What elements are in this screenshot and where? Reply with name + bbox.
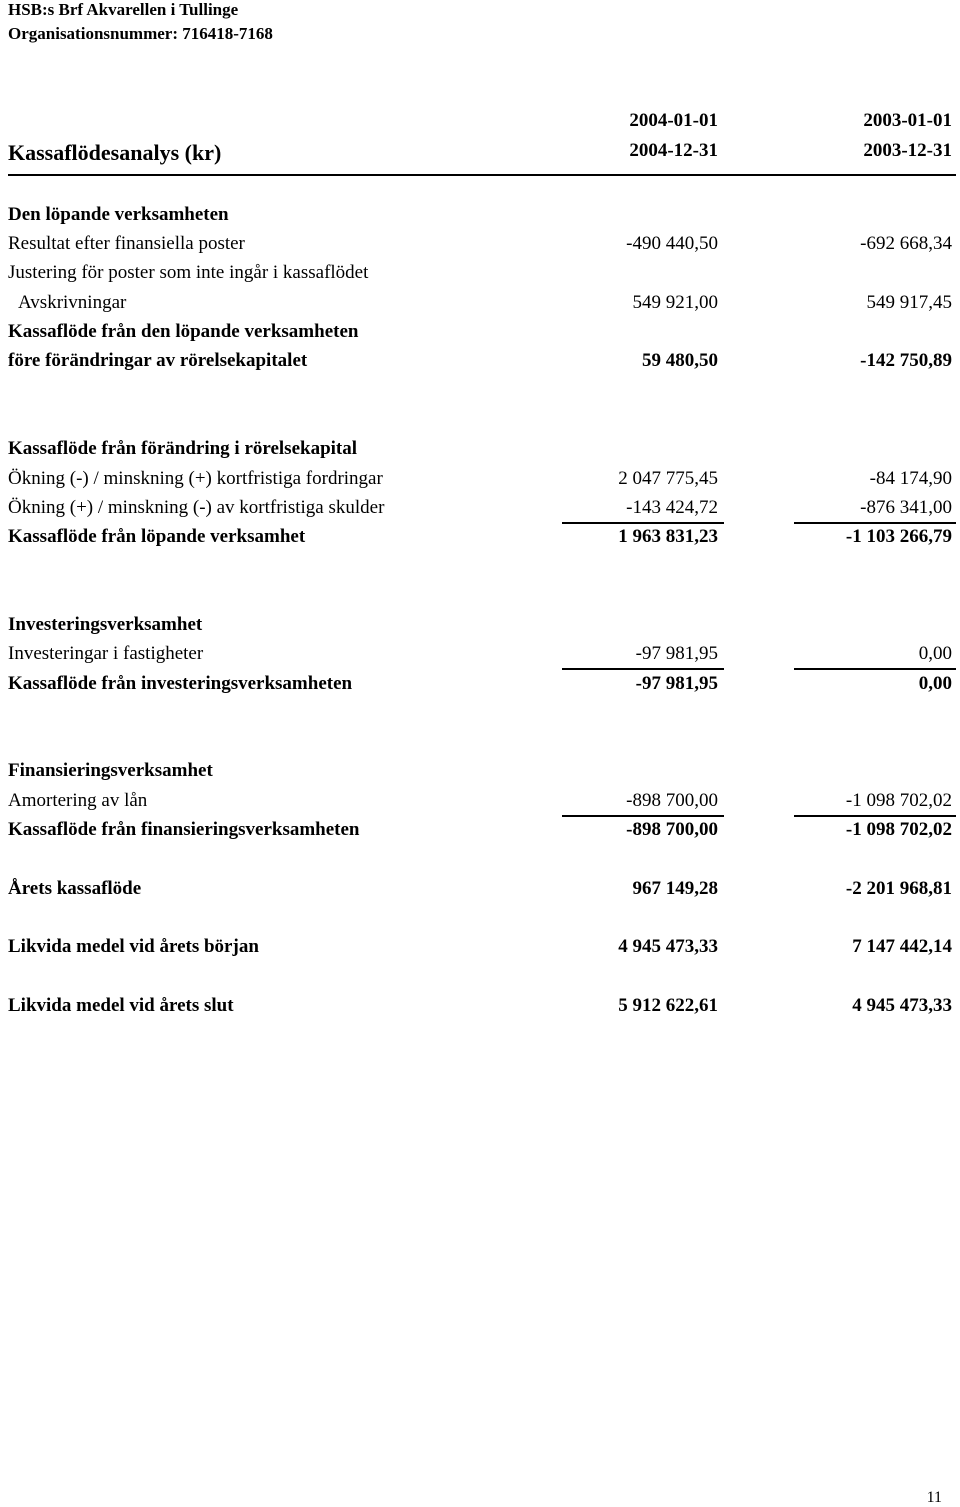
underline-2004 (562, 815, 724, 817)
row-value-2003: -84 174,90 (869, 468, 952, 489)
row-value-2003: -1 098 702,02 (845, 819, 952, 840)
subtotal-row (0, 673, 960, 703)
row-value-2004: -97 981,95 (635, 673, 718, 694)
table-row (0, 468, 960, 498)
underline-2004 (562, 668, 724, 670)
row-label: Likvida medel vid årets början (8, 936, 259, 957)
row-label: före förändringar av rörelsekapitalet (8, 350, 308, 371)
period-start-row (0, 110, 960, 140)
row-value-2003: -1 098 702,02 (845, 790, 952, 811)
underline-2004 (562, 522, 724, 524)
row-value-2003: 0,00 (918, 643, 952, 664)
row-value-2004: 549 921,00 (632, 292, 718, 313)
row-value-2003: 0,00 (918, 673, 952, 694)
table-row (0, 321, 960, 351)
page-number: 11 (926, 1489, 942, 1506)
row-label: Årets kassaflöde (8, 878, 142, 899)
row-value-2004: 1 963 831,23 (618, 526, 718, 547)
row-value-2004: 2 047 775,45 (618, 468, 718, 489)
row-label: Likvida medel vid årets slut (8, 995, 234, 1016)
row-label: Kassaflöde från finansieringsverksamheten (8, 819, 360, 840)
row-value-2004: -97 981,95 (635, 643, 718, 664)
row-label: Amortering av lån (8, 790, 148, 811)
row-value-2004: 59 480,50 (642, 350, 718, 371)
underline-2003 (794, 668, 956, 670)
row-value-2003: -142 750,89 (860, 350, 952, 371)
header-rule (8, 174, 956, 176)
row-label: Avskrivningar (18, 292, 127, 313)
row-value-2004: 5 912 622,61 (618, 995, 718, 1016)
row-value-2003: 4 945 473,33 (852, 995, 952, 1016)
row-value-2003: 7 147 442,14 (852, 936, 952, 957)
row-label: Den löpande verksamheten (8, 204, 229, 225)
row-label: Investeringsverksamhet (8, 614, 203, 635)
row-value-2003: 549 917,45 (866, 292, 952, 313)
row-label: Kassaflöde från investeringsverksamheten (8, 673, 353, 694)
row-value-2003: -1 103 266,79 (845, 526, 952, 547)
row-label: Ökning (-) / minskning (+) kortfristiga fordringar (8, 468, 383, 489)
section-heading-financing (0, 760, 960, 790)
row-label: Kassaflöde från den löpande verksamheten (8, 321, 359, 342)
table-row (0, 233, 960, 263)
row-value-2004: 967 149,28 (632, 878, 718, 899)
underline-2003 (794, 522, 956, 524)
title-row (0, 140, 960, 170)
table-row (0, 262, 960, 292)
row-label: Kassaflöde från förändring i rörelsekapital (8, 438, 358, 459)
row-value-2003: -692 668,34 (860, 233, 952, 254)
row-value-2004: -898 700,00 (626, 790, 718, 811)
total-row (0, 995, 960, 1025)
organisation-number: Organisationsnummer: 716418-7168 (8, 24, 273, 43)
row-value-2004: -143 424,72 (626, 497, 718, 518)
subtotal-row (0, 350, 960, 380)
section-heading-investing (0, 614, 960, 644)
row-value-2004: 4 945 473,33 (618, 936, 718, 957)
row-label: Ökning (+) / minskning (-) av kortfristiga skulder (8, 497, 385, 518)
row-value-2004: -898 700,00 (626, 819, 718, 840)
company-name: HSB:s Brf Akvarellen i Tullinge (8, 0, 239, 19)
row-label: Justering för poster som inte ingår i kassaflödet (8, 262, 369, 283)
row-label: Investeringar i fastigheter (8, 643, 204, 664)
total-row (0, 936, 960, 966)
section-heading-working-capital (0, 438, 960, 468)
row-value-2003: -2 201 968,81 (845, 878, 952, 899)
section-heading-operating (0, 204, 960, 234)
underline-2003 (794, 815, 956, 817)
subtotal-row (0, 819, 960, 849)
row-label: Finansieringsverksamhet (8, 760, 213, 781)
row-value-2004: -490 440,50 (626, 233, 718, 254)
subtotal-row (0, 526, 960, 556)
col2-start-date: 2003-01-01 (863, 110, 952, 131)
col1-start-date: 2004-01-01 (629, 110, 718, 131)
col2-end-date: 2003-12-31 (863, 140, 952, 161)
table-row (0, 292, 960, 322)
row-label: Resultat efter finansiella poster (8, 233, 245, 254)
total-row (0, 878, 960, 908)
col1-end-date: 2004-12-31 (629, 140, 718, 161)
report-title: Kassaflödesanalys (kr) (8, 140, 222, 165)
row-label: Kassaflöde från löpande verksamhet (8, 526, 306, 547)
row-value-2003: -876 341,00 (860, 497, 952, 518)
